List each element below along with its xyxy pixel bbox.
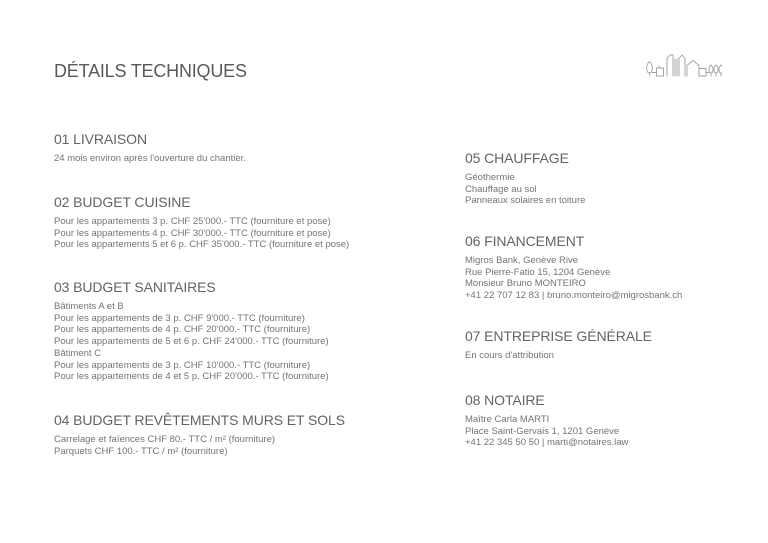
section-line: +41 22 707 12 83 | bruno.monteiro@migrosbank.ch	[465, 290, 683, 302]
section-line: Pour les appartements 5 et 6 p. CHF 35'000.- TTC (fourniture et pose)	[54, 239, 350, 251]
section-line: Place Saint-Gervais 1, 1201 Genève	[465, 425, 620, 437]
section-livraison	[54, 131, 246, 165]
section-line: Pour les appartements de 4 et 5 p. CHF 20'000.- TTC (fourniture)	[54, 371, 329, 383]
section-line: Bâtiment C	[54, 347, 101, 359]
section-line: Pour les appartements de 5 et 6 p. CHF 24'000.- TTC (fourniture)	[54, 336, 329, 348]
section-line: Géothermie	[465, 172, 515, 183]
section-line: Panneaux solaires en toiture	[465, 195, 586, 207]
section-line: Pour les appartements de 3 p. CHF 9'000.- TTC (fourniture)	[54, 312, 305, 324]
section-line: Carrelage et faïences CHF 80.- TTC / m² (fourniture)	[54, 434, 276, 445]
section-line: Pour les appartements 4 p. CHF 30'000.- TTC (fourniture et pose)	[54, 227, 331, 239]
section-heading: 05 CHAUFFAGE	[465, 150, 569, 166]
section-heading: 08 NOTAIRE	[465, 392, 545, 408]
section-heading: 02 BUDGET CUISINE	[54, 194, 191, 210]
section-financement	[465, 233, 682, 302]
section-heading: 03 BUDGET SANITAIRES	[54, 279, 216, 295]
houses-and-trees-logo-icon	[644, 50, 722, 80]
section-line: 24 mois environ après l'ouverture du chantier.	[54, 153, 246, 164]
section-line: +41 22 345 50 50 | marti@notaires.law	[465, 437, 629, 449]
section-line: Migros Bank, Genève Rive	[465, 255, 578, 266]
section-heading: 04 BUDGET REVÊTEMENTS MURS ET SOLS	[54, 412, 345, 428]
section-notaire	[465, 392, 628, 449]
section-heading: 01 LIVRAISON	[54, 131, 147, 147]
section-line: Bâtiments A et B	[54, 301, 124, 312]
section-line: Pour les appartements 3 p. CHF 25'000.- TTC (fourniture et pose)	[54, 216, 331, 227]
section-line: Chauffage au sol	[465, 183, 537, 195]
section-budget-sanitaires	[54, 279, 329, 383]
section-line: Rue Pierre-Fatio 15, 1204 Genève	[465, 266, 611, 278]
page-title: DÉTAILS TECHNIQUES	[54, 61, 247, 82]
section-line: Pour les appartements de 3 p. CHF 10'000.- TTC (fourniture)	[54, 359, 311, 371]
section-heading: 06 FINANCEMENT	[465, 233, 585, 249]
section-entreprise-generale	[465, 328, 652, 362]
section-line: Maître Carla MARTI	[465, 414, 550, 425]
section-line: Parquets CHF 100.- TTC / m² (fourniture)	[54, 445, 228, 457]
section-line: En cours d'attribution	[465, 350, 554, 361]
section-line: Pour les appartements de 4 p. CHF 20'000.- TTC (fourniture)	[54, 324, 311, 336]
section-budget-revetements	[54, 412, 345, 457]
section-budget-cuisine	[54, 194, 349, 251]
section-heading: 07 ENTREPRISE GÉNÉRALE	[465, 328, 652, 344]
section-chauffage	[465, 150, 585, 207]
section-line: Monsieur Bruno MONTEIRO	[465, 278, 586, 290]
